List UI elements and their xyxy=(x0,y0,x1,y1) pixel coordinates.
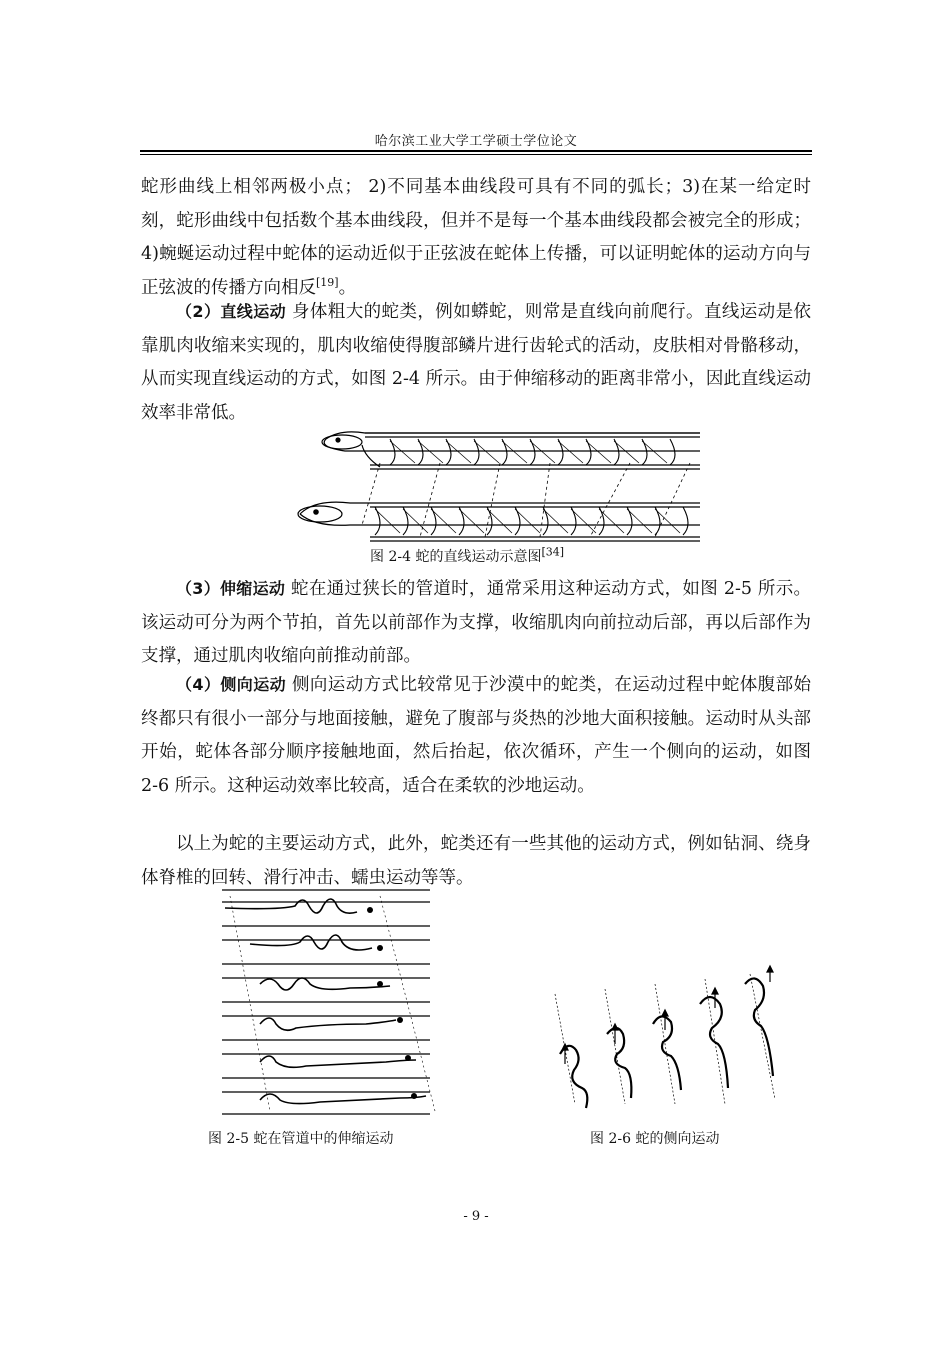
caption-text: 图 2-4 蛇的直线运动示意图 xyxy=(370,549,542,565)
header-rule-thin xyxy=(140,154,812,155)
paragraph-serpentine-continued xyxy=(141,171,811,305)
paragraph-other-locomotion xyxy=(141,828,811,895)
paragraph-text: 身体粗大的蛇类，例如蟒蛇，则常是直线向前爬行。直线运动是依靠肌肉收缩来实现的，肌肉收缩使得腹部鳞片进行齿轮式的活动，皮肤相对骨骼移动，从而实现直线运动的方式，如图 2-4 所示。由于伸缩移动的距离非常小，因此直线运动效率非常低。 xyxy=(141,302,811,423)
paragraph-end: 。 xyxy=(338,277,357,298)
figure-2-5-caption: 图 2-5 蛇在管道中的伸缩运动 xyxy=(208,1131,394,1147)
page-number: - 9 - xyxy=(463,1209,489,1224)
paragraph-text: 蛇在通过狭长的管道时，通常采用这种运动方式，如图 2-5 所示。该运动可分为两个节拍，首先以前部作为支撑，收缩肌肉向前拉动后部，再以后部作为支撑，通过肌肉收缩向前推动前部。 xyxy=(141,579,811,666)
figure-2-4-caption xyxy=(370,546,564,566)
section-heading-rectilinear: （2）直线运动 xyxy=(176,302,287,321)
section-heading-sidewinding: （4）侧向运动 xyxy=(176,675,287,694)
paragraph-concertina xyxy=(141,572,811,674)
citation: [34] xyxy=(541,545,565,559)
citation: [19] xyxy=(316,275,339,289)
figure-2-6-caption: 图 2-6 蛇的侧向运动 xyxy=(590,1131,720,1147)
running-header: 哈尔滨工业大学工学硕士学位论文 xyxy=(374,134,578,149)
paragraph-sidewinding xyxy=(141,668,811,803)
paragraph-text: 蛇形曲线上相邻两极小点； 2)不同基本曲线段可具有不同的弧长；3)在某一给定时刻，蛇形曲线中包括数个基本曲线段，但并不是每一个基本曲线段都会被完全的形成；4)蜿蜒运动过程中蛇体的运动近似于正弦波在蛇体上传播，可以证明蛇体的运动方向与正弦波的传播方向相反 xyxy=(141,177,811,298)
section-heading-concertina: （3）伸缩运动 xyxy=(176,579,286,598)
figure-2-5-concertina-snake xyxy=(220,886,440,1118)
figure-2-4-rectilinear-snake xyxy=(290,427,710,547)
paragraph-text: 侧向运动方式比较常见于沙漠中的蛇类，在运动过程中蛇体腹部始终都只有很小一部分与地面接触，避免了腹部与炎热的沙地大面积接触。运动时从头部开始，蛇体各部分顺序接触地面，然后抬起，依次循环，产生一个侧向的运动，如图 2-6 所示。这种运动效率比较高，适合在柔软的沙地运动。 xyxy=(141,675,811,796)
figure-2-6-sidewinding-snake xyxy=(545,964,795,1120)
paragraph-rectilinear xyxy=(141,295,811,430)
paragraph-text: 以上为蛇的主要运动方式，此外，蛇类还有一些其他的运动方式，例如钻洞、绕身体脊椎的回转、滑行冲击、蠕虫运动等等。 xyxy=(141,834,811,888)
header-rule-thick xyxy=(140,150,812,152)
